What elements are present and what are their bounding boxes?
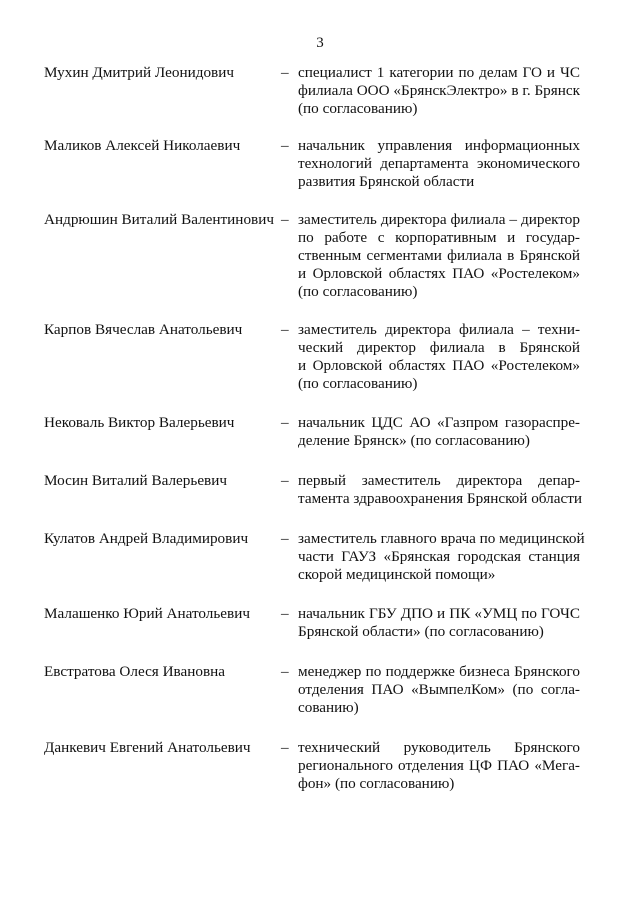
position-line: первый заместитель директора депар- bbox=[298, 472, 580, 489]
position-line: заместитель главного врача по медицинской bbox=[298, 530, 585, 547]
member-name: Андрюшин Виталий Валентинович bbox=[44, 211, 274, 228]
position-line: ственным сегментами филиала в Брянской bbox=[298, 247, 580, 264]
page-number: 3 bbox=[316, 35, 324, 51]
position-line: (по согласованию) bbox=[298, 283, 418, 300]
position-line: и Орловской областях ПАО «Ростелеком» bbox=[298, 265, 580, 282]
member-name: Мухин Дмитрий Леонидович bbox=[44, 64, 234, 81]
position-line: технологий департамента экономического bbox=[298, 155, 580, 172]
position-line: начальник ГБУ ДПО и ПК «УМЦ по ГОЧС bbox=[298, 605, 580, 622]
dash-separator: – bbox=[281, 414, 289, 431]
dash-separator: – bbox=[281, 64, 289, 81]
member-position bbox=[298, 530, 585, 584]
member-position bbox=[298, 414, 580, 450]
position-line: ческий директор филиала в Брянской bbox=[298, 339, 580, 356]
member-name: Мосин Виталий Валерьевич bbox=[44, 472, 227, 489]
position-line: специалист 1 категории по делам ГО и ЧС bbox=[298, 64, 580, 81]
position-line: фон» (по согласованию) bbox=[298, 775, 455, 792]
member-name: Карпов Вячеслав Анатольевич bbox=[44, 321, 243, 338]
position-line: по работе с корпоративным и государ- bbox=[298, 229, 580, 246]
dash-separator: – bbox=[281, 472, 289, 489]
member-position bbox=[298, 472, 580, 508]
member-name: Данкевич Евгений Анатольевич bbox=[44, 739, 251, 756]
member-name: Малашенко Юрий Анатольевич bbox=[44, 605, 250, 622]
position-line: регионального отделения ЦФ ПАО «Мега- bbox=[298, 757, 580, 774]
position-line: начальник управления информационных bbox=[298, 137, 580, 154]
position-line: менеджер по поддержке бизнеса Брянского bbox=[298, 663, 580, 680]
member-position bbox=[298, 211, 580, 301]
position-line: деление Брянск» (по согласованию) bbox=[298, 432, 530, 449]
member-position bbox=[298, 321, 580, 393]
member-position bbox=[298, 137, 580, 191]
dash-separator: – bbox=[281, 530, 289, 547]
position-line: начальник ЦДС АО «Газпром газораспре- bbox=[298, 414, 580, 431]
dash-separator: – bbox=[281, 137, 289, 154]
position-line: филиала ООО «БрянскЭлектро» в г. Брянск bbox=[298, 82, 580, 99]
position-line: (по согласованию) bbox=[298, 375, 418, 392]
member-name: Евстратова Олеся Ивановна bbox=[44, 663, 226, 680]
position-line: скорой медицинской помощи» bbox=[298, 566, 496, 583]
position-line: Брянской области» (по согласованию) bbox=[298, 623, 544, 640]
position-line: части ГАУЗ «Брянская городская станция bbox=[298, 548, 580, 565]
dash-separator: – bbox=[281, 663, 289, 680]
member-position bbox=[298, 663, 580, 717]
position-line: развития Брянской области bbox=[298, 173, 475, 190]
position-line: и Орловской областях ПАО «Ростелеком» bbox=[298, 357, 580, 374]
dash-separator: – bbox=[281, 739, 289, 756]
member-position bbox=[298, 64, 580, 118]
dash-separator: – bbox=[281, 211, 289, 228]
member-position bbox=[298, 605, 580, 641]
member-name: Маликов Алексей Николаевич bbox=[44, 137, 241, 154]
dash-separator: – bbox=[281, 605, 289, 622]
member-name: Нековаль Виктор Валерьевич bbox=[44, 414, 235, 431]
member-position bbox=[298, 739, 580, 793]
position-line: технический руководитель Брянского bbox=[298, 739, 580, 756]
position-line: заместитель директора филиала – техни- bbox=[298, 321, 580, 338]
position-line: тамента здравоохранения Брянской области bbox=[298, 490, 582, 507]
dash-separator: – bbox=[281, 321, 289, 338]
position-line: сованию) bbox=[298, 699, 359, 716]
position-line: заместитель директора филиала – директор bbox=[298, 211, 580, 228]
position-line: отделения ПАО «ВымпелКом» (по согла- bbox=[298, 681, 580, 698]
member-name: Кулатов Андрей Владимирович bbox=[44, 530, 249, 547]
position-line: (по согласованию) bbox=[298, 100, 418, 117]
